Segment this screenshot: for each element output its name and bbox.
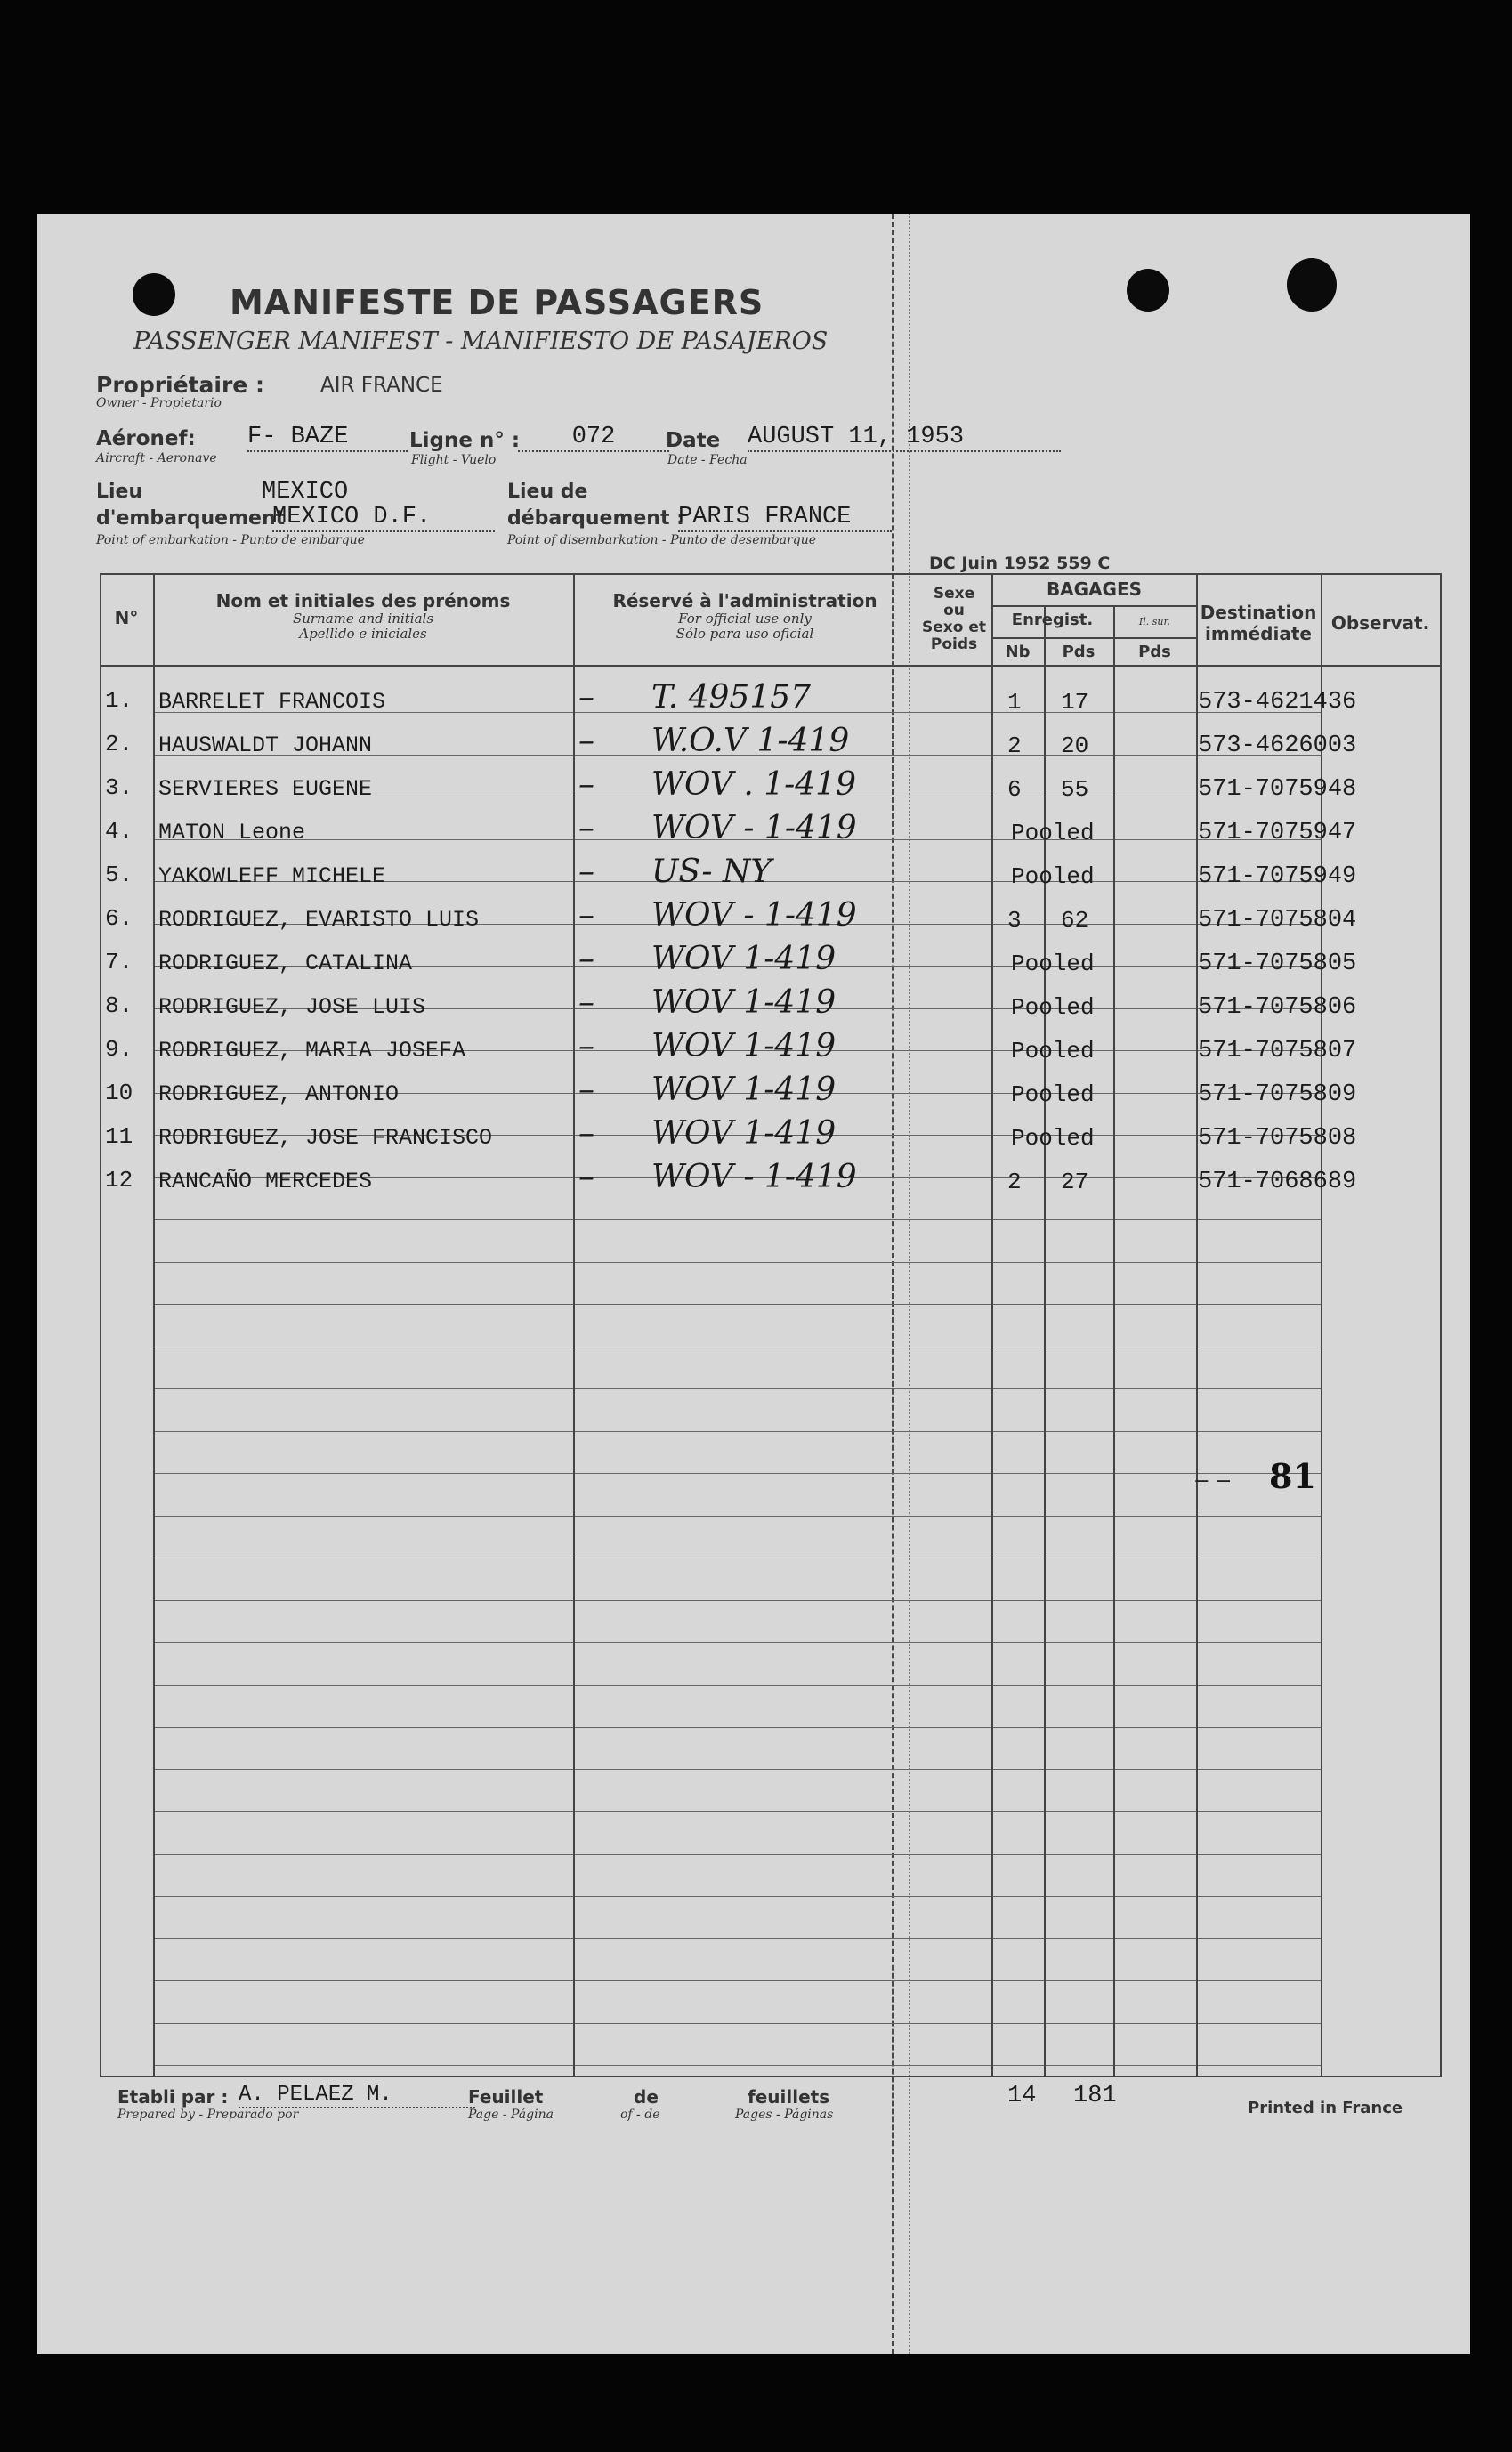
admin-code: T. 495157 xyxy=(651,679,812,716)
passenger-name: HAUSWALDT JOHANN xyxy=(158,732,373,758)
table-border-bottom xyxy=(100,2076,1442,2077)
destination-ticket: 571-7075807 xyxy=(1198,1038,1357,1064)
admin-mark: – xyxy=(578,1115,594,1152)
prepared-by-value: A. PELAEZ M. xyxy=(239,2083,475,2108)
total-marker: 81 xyxy=(1269,1456,1316,1496)
baggage-count: 3 xyxy=(1007,907,1022,934)
destination-ticket: 571-7075804 xyxy=(1198,907,1357,934)
date-sublabel: Date - Fecha xyxy=(667,453,748,467)
ruled-line xyxy=(153,1980,1321,1981)
page-subtitle: PASSENGER MANIFEST - MANIFIESTO DE PASAJEROS xyxy=(133,328,829,355)
baggage-count: Pooled xyxy=(1011,994,1095,1021)
passenger-name: RODRIGUEZ, JOSE LUIS xyxy=(158,994,426,1020)
col-line xyxy=(1113,605,1115,2077)
ruled-line xyxy=(153,1219,1321,1220)
ruled-line xyxy=(153,1854,1321,1855)
sheets-label: feuillets xyxy=(748,2086,830,2108)
flight-value: 072 xyxy=(518,424,669,452)
baggage-weight: 20 xyxy=(1061,732,1089,759)
owner-sublabel: Owner - Propietario xyxy=(96,396,222,410)
row-number: 4. xyxy=(105,818,133,845)
punch-hole xyxy=(133,273,175,316)
baggage-subheader-divider xyxy=(991,637,1197,639)
punch-hole xyxy=(1127,269,1169,312)
header-excess-pds: Pds xyxy=(1138,643,1171,661)
destination-ticket: 571-7075949 xyxy=(1198,863,1357,890)
admin-code: WOV - 1-419 xyxy=(651,810,857,846)
punch-hole xyxy=(1287,258,1337,312)
header-name: Nom et initiales des prénoms Surname and initials Apellido e iniciales xyxy=(215,590,511,642)
tick-mark: ‒ ‒ xyxy=(1194,1467,1232,1493)
embark-sublabel: Point of embarkation - Punto de embarque xyxy=(96,533,365,547)
col-line xyxy=(991,573,993,2077)
col-line xyxy=(100,573,101,2077)
admin-mark: – xyxy=(578,854,594,890)
row-number: 9. xyxy=(105,1036,133,1063)
admin-mark: – xyxy=(578,810,594,846)
flight-label: Ligne n° : xyxy=(409,429,521,452)
passenger-name: YAKOWLEFF MICHELE xyxy=(158,863,386,889)
baggage-weight: 62 xyxy=(1061,907,1089,934)
aircraft-label: Aéronef: xyxy=(96,427,196,450)
embark-label-1: Lieu xyxy=(96,481,143,503)
ruled-line xyxy=(153,1727,1321,1728)
baggage-count: Pooled xyxy=(1011,863,1095,890)
ruled-line xyxy=(153,1685,1321,1686)
sheet-label: Feuillet xyxy=(468,2086,544,2108)
row-number: 6. xyxy=(105,905,133,932)
ruled-line xyxy=(153,1642,1321,1643)
row-number: 11 xyxy=(105,1123,133,1150)
row-number: 7. xyxy=(105,949,133,975)
admin-mark: – xyxy=(578,679,594,716)
destination-ticket: 571-7075805 xyxy=(1198,951,1357,977)
row-number: 5. xyxy=(105,862,133,888)
ruled-line xyxy=(153,1473,1321,1474)
owner-label: Propriétaire : xyxy=(96,372,264,398)
header-pds: Pds xyxy=(1062,643,1096,661)
embark-label-2: d'embarquement xyxy=(96,507,286,530)
prepared-by-sublabel: Prepared by - Preparado por xyxy=(117,2108,299,2122)
header-excess: Il. sur. xyxy=(1138,616,1171,627)
baggage-total-weight: 181 xyxy=(1073,2083,1117,2109)
header-observations: Observat. xyxy=(1330,612,1430,634)
admin-mark: – xyxy=(578,897,594,934)
admin-code: WOV 1-419 xyxy=(651,1115,837,1152)
row-number: 3. xyxy=(105,774,133,801)
ruled-line xyxy=(153,1431,1321,1432)
admin-code: WOV 1-419 xyxy=(651,984,837,1021)
row-number: 12 xyxy=(105,1167,133,1194)
disembark-label-1: Lieu de xyxy=(507,481,588,503)
ruled-line xyxy=(153,1938,1321,1939)
page-title: MANIFESTE DE PASSAGERS xyxy=(230,283,764,322)
admin-mark: – xyxy=(578,723,594,759)
baggage-count: Pooled xyxy=(1011,820,1095,846)
table-header-bottom xyxy=(100,665,1442,667)
col-line xyxy=(153,573,155,2077)
header-baggage: BAGAGES xyxy=(1046,579,1143,600)
baggage-count: 1 xyxy=(1007,689,1022,716)
baggage-weight: 27 xyxy=(1061,1169,1089,1195)
header-sex: Sexe ou Sexo et Poids xyxy=(922,585,986,653)
disembark-label-2: débarquement : xyxy=(507,507,684,530)
passenger-name: RODRIGUEZ, CATALINA xyxy=(158,951,413,976)
admin-code: US- NY xyxy=(651,854,772,890)
admin-code: WOV . 1-419 xyxy=(651,766,856,803)
ruled-line xyxy=(153,2065,1321,2066)
admin-mark: – xyxy=(578,941,594,977)
aircraft-value: F- BAZE xyxy=(247,424,408,452)
owner-value: AIR FRANCE xyxy=(320,374,443,397)
destination-ticket: 571-7075948 xyxy=(1198,776,1357,803)
passenger-name: RANCAÑO MERCEDES xyxy=(158,1169,373,1194)
ruled-line xyxy=(153,1262,1321,1263)
disembark-value: PARIS FRANCE xyxy=(678,504,892,532)
baggage-count: Pooled xyxy=(1011,1125,1095,1152)
row-number: 8. xyxy=(105,992,133,1019)
of-label: de xyxy=(634,2086,659,2108)
ruled-line xyxy=(153,2023,1321,2024)
admin-code: WOV - 1-419 xyxy=(651,897,857,934)
baggage-weight: 17 xyxy=(1061,689,1089,716)
disembark-sublabel: Point of disembarkation - Punto de desembarque xyxy=(507,533,817,547)
baggage-count: Pooled xyxy=(1011,951,1095,977)
of-sublabel: of - de xyxy=(620,2108,660,2122)
admin-code: WOV 1-419 xyxy=(651,1028,837,1064)
admin-mark: – xyxy=(578,766,594,803)
header-nb: Nb xyxy=(1005,643,1031,661)
ruled-line xyxy=(153,1896,1321,1897)
destination-ticket: 571-7075947 xyxy=(1198,820,1357,846)
passenger-name: RODRIGUEZ, MARIA JOSEFA xyxy=(158,1038,466,1064)
sheets-sublabel: Pages - Páginas xyxy=(735,2108,834,2122)
destination-ticket: 571-7068689 xyxy=(1198,1169,1357,1195)
header-no: N° xyxy=(114,607,139,628)
ruled-line xyxy=(153,1769,1321,1770)
printed-in-france: Printed in France xyxy=(1248,2099,1403,2117)
date-value: AUGUST 11, 1953 xyxy=(748,424,1061,452)
admin-code: WOV 1-419 xyxy=(651,1072,837,1108)
destination-ticket: 571-7075809 xyxy=(1198,1081,1357,1108)
passenger-name: SERVIERES EUGENE xyxy=(158,776,373,802)
aircraft-sublabel: Aircraft - Aeronave xyxy=(96,451,217,465)
passenger-name: RODRIGUEZ, JOSE FRANCISCO xyxy=(158,1125,493,1151)
date-label: Date xyxy=(666,429,721,452)
baggage-weight: 55 xyxy=(1061,776,1089,803)
header-admin: Réservé à l'administration For official use only Sólo para uso oficial xyxy=(612,590,877,642)
baggage-count: Pooled xyxy=(1011,1081,1095,1108)
flight-sublabel: Flight - Vuelo xyxy=(411,453,497,467)
passenger-name: RODRIGUEZ, EVARISTO LUIS xyxy=(158,907,480,933)
form-reference: DC Juin 1952 559 C xyxy=(929,554,1111,573)
admin-mark: – xyxy=(578,1072,594,1108)
destination-ticket: 573-4626003 xyxy=(1198,732,1357,759)
baggage-total-count: 14 xyxy=(1007,2083,1037,2109)
baggage-count: 2 xyxy=(1007,1169,1022,1195)
destination-ticket: 571-7075808 xyxy=(1198,1125,1357,1152)
header-registered: Enregist. xyxy=(1011,611,1094,629)
admin-mark: – xyxy=(578,1028,594,1064)
admin-mark: – xyxy=(578,1159,594,1195)
destination-ticket: 571-7075806 xyxy=(1198,994,1357,1021)
baggage-count: 6 xyxy=(1007,776,1022,803)
admin-mark: – xyxy=(578,984,594,1021)
row-number: 10 xyxy=(105,1080,133,1106)
passenger-name: BARRELET FRANCOIS xyxy=(158,689,386,715)
embark-value-2: MEXICO D.F. xyxy=(272,504,495,532)
baggage-count: Pooled xyxy=(1011,1038,1095,1064)
prepared-by-label: Etabli par : xyxy=(117,2086,229,2108)
ruled-line xyxy=(153,1304,1321,1305)
binding-fold xyxy=(892,214,910,2354)
admin-code: WOV - 1-419 xyxy=(651,1159,857,1195)
admin-code: WOV 1-419 xyxy=(651,941,837,977)
manifest-sheet xyxy=(37,214,1470,2354)
row-number: 2. xyxy=(105,731,133,757)
sheet-sublabel: Page - Página xyxy=(468,2108,554,2122)
destination-ticket: 573-4621436 xyxy=(1198,689,1357,716)
ruled-line xyxy=(153,1516,1321,1517)
baggage-count: 2 xyxy=(1007,732,1022,759)
admin-code: W.O.V 1-419 xyxy=(651,723,850,759)
embark-value-1: MEXICO xyxy=(262,479,349,506)
ruled-line xyxy=(153,1388,1321,1389)
header-destination: Destination immédiate xyxy=(1200,602,1317,644)
col-line xyxy=(573,573,575,2077)
table-border-top xyxy=(100,573,1442,575)
col-line xyxy=(1440,573,1442,2077)
passenger-name: MATON Leone xyxy=(158,820,306,846)
ruled-line xyxy=(153,1600,1321,1601)
passenger-name: RODRIGUEZ, ANTONIO xyxy=(158,1081,400,1107)
row-number: 1. xyxy=(105,687,133,714)
ruled-line xyxy=(153,1811,1321,1812)
baggage-header-divider xyxy=(991,605,1197,607)
